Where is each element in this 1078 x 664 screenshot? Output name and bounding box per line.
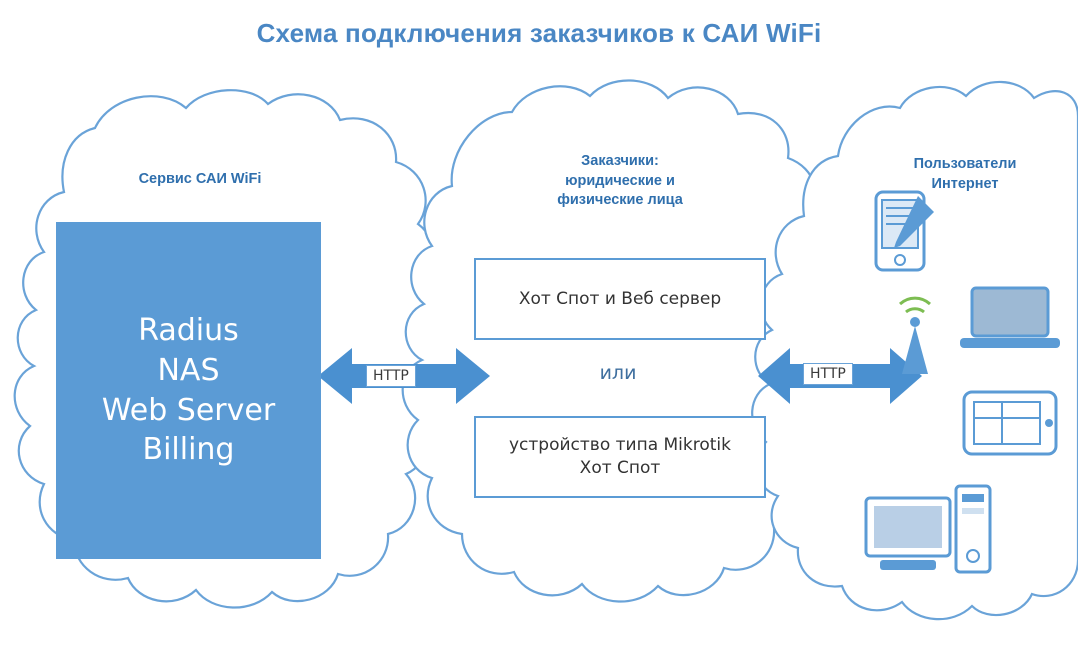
tablet-with-stylus-icon [876, 192, 934, 270]
http-label-left: HTTP [366, 365, 416, 387]
page-title: Схема подключения заказчиков к САИ WiFi [256, 18, 822, 48]
box-hotspot [474, 258, 766, 340]
box-hotspot-label: Хот Спот и Веб сервер [518, 288, 722, 309]
cloud-label-customers-line3: физические лица [557, 192, 683, 209]
service-box-line-radius: Radius [138, 313, 239, 349]
tablet-landscape-icon [964, 392, 1056, 454]
service-box-line-webserver: Web Server [101, 392, 276, 428]
cloud-label-users-line2: Интернет [931, 175, 999, 192]
cloud-label-customers-line1: Заказчики: [581, 153, 659, 169]
box-mikrotik-line2: Хот Спот [579, 458, 661, 478]
laptop-icon [960, 288, 1060, 348]
http-label-right: HTTP [803, 363, 853, 385]
service-box-text [102, 311, 275, 469]
cloud-label-users-line1: Пользователи [913, 156, 1017, 172]
box-mikrotik-line1: устройство типа Mikrotik [509, 435, 731, 456]
cloud-label-users [860, 155, 1070, 194]
box-mikrotik [474, 416, 766, 498]
cloud-label-customers [470, 152, 770, 211]
or-separator: или [599, 362, 637, 384]
service-box-line-billing: Billing [142, 432, 235, 468]
cloud-label-service: Сервис САИ WiFi [138, 171, 262, 187]
box-mikrotik-text [509, 434, 731, 480]
service-box-line-nas: NAS [157, 352, 220, 388]
cloud-label-customers-line2: юридические и [565, 172, 675, 189]
service-box [56, 222, 321, 559]
